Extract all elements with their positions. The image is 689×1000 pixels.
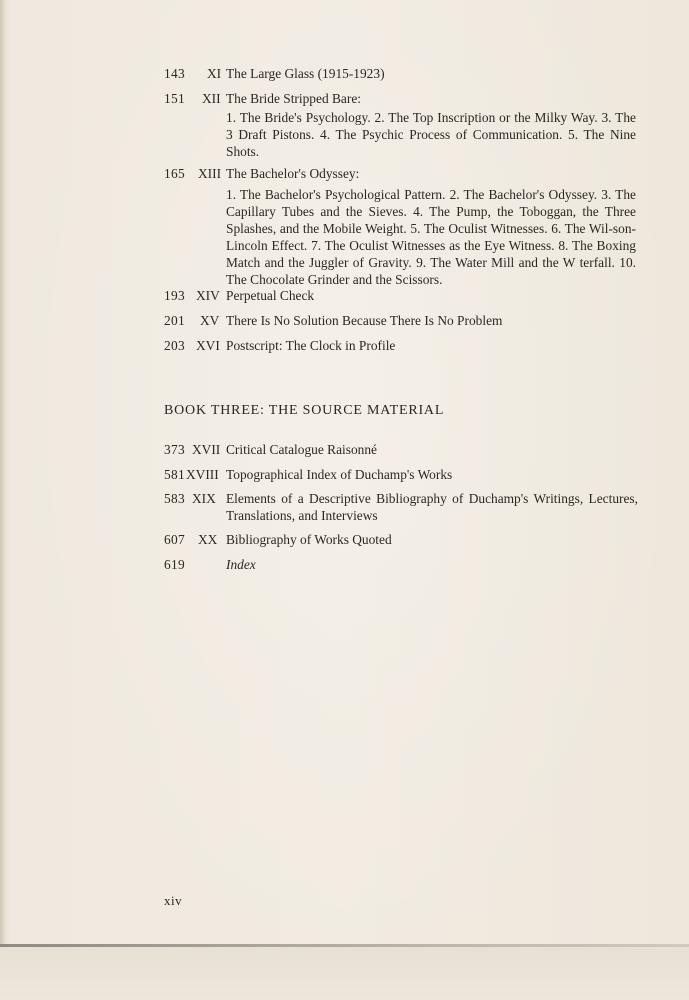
- page-number: 143: [164, 66, 185, 81]
- chapter-title: Bibliography of Works Quoted: [226, 532, 392, 547]
- page-number: 619: [164, 557, 185, 572]
- page-folio: xiv: [164, 893, 183, 908]
- chapter-title: Critical Catalogue Raisonné: [226, 442, 377, 457]
- page-number: 201: [164, 313, 185, 328]
- chapter-numeral: XI: [207, 66, 222, 81]
- chapter-sections: 1. The Bachelor's Psychological Pattern. 2. The Bachelor's Odyssey. 3. The Capillary Tubes and the Sieves. 4. The Pump, the Toboggan, the Three Splashes, and the Mobile Weight. 5. The Oculist Witnesses. 6. The Wil-son-Lincoln Effect. 7. The Oculist Witnesses as the Eye Witness. 8. The Boxing Match and the Juggler of Gravity. 9. The Water Mill and the W terfall. 10. The Chocolate Grinder and the Scissors.: [226, 187, 636, 287]
- page-number: 373: [164, 442, 185, 457]
- chapter-title: Index: [226, 557, 256, 572]
- chapter-numeral: XVII: [192, 442, 221, 457]
- chapter-title: Postscript: The Clock in Profile: [226, 338, 396, 353]
- page-number: 151: [164, 91, 185, 106]
- chapter-numeral: XIX: [192, 491, 216, 506]
- chapter-numeral: XII: [202, 91, 221, 106]
- chapter-numeral: XVI: [196, 338, 220, 353]
- page-number: 583: [164, 491, 185, 506]
- chapter-numeral: XX: [198, 532, 218, 547]
- chapter-title: Perpetual Check: [226, 288, 315, 303]
- chapter-title: Topographical Index of Duchamp's Works: [226, 467, 453, 482]
- chapter-sections: 1. The Bride's Psychology. 2. The Top Inscription or the Milky Way. 3. The 3 Draft Pistons. 4. The Psychic Process of Communication. 5. The Nine Shots.: [226, 110, 636, 159]
- chapter-title: The Large Glass (1915-1923): [226, 66, 385, 81]
- page-number: 193: [164, 288, 185, 303]
- gutter-shadow: [0, 0, 6, 1000]
- chapter-title: The Bachelor's Odyssey:: [226, 166, 360, 181]
- page-number: 607: [164, 532, 185, 547]
- chapter-numeral: XVIII: [186, 467, 219, 482]
- chapter-title: The Bride Stripped Bare:: [226, 91, 361, 106]
- chapter-numeral: XV: [200, 313, 220, 328]
- chapter-title: Elements of a Descriptive Bibliography of Duchamp's Writings, Lectures, Translations, and Interviews: [226, 491, 638, 523]
- page-number: 203: [164, 338, 185, 353]
- page-number: 581: [164, 467, 185, 482]
- page-bottom-margin: [0, 947, 689, 1000]
- chapter-numeral: XIV: [196, 288, 220, 303]
- page-number: 165: [164, 166, 185, 181]
- chapter-numeral: XIII: [198, 166, 222, 181]
- chapter-title: There Is No Solution Because There Is No Problem: [226, 313, 503, 328]
- book-three-heading: BOOK THREE: THE SOURCE MATERIAL: [164, 403, 445, 418]
